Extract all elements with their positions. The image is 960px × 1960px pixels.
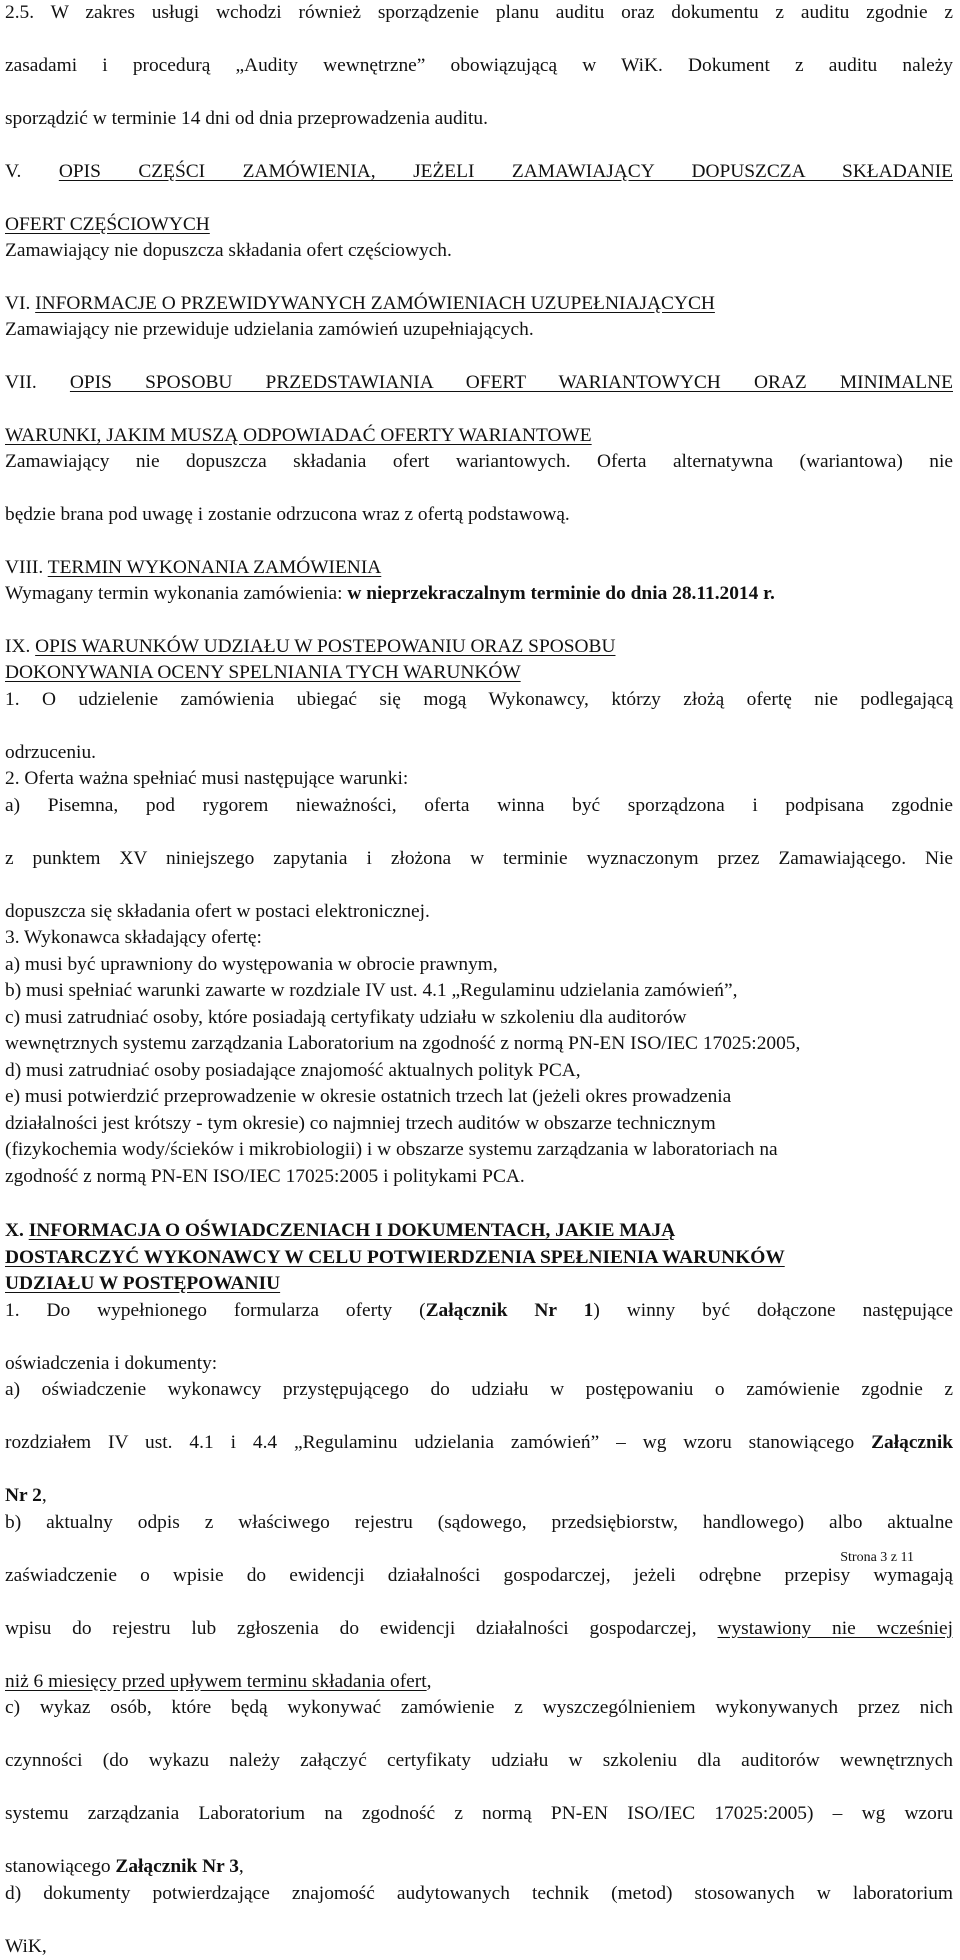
text-line: 2.5. W zakres usługi wchodzi również sporządzenie planu auditu oraz dokumentu z auditu zgodnie z bbox=[5, 0, 953, 53]
section-title: UDZIAŁU W POSTĘPOWANIU bbox=[5, 1273, 280, 1294]
section-number: IX. bbox=[5, 636, 35, 657]
section-title: DOSTARCZYĆ WYKONAWCY W CELU POTWIERDZENIA SPEŁNIENIA WARUNKÓW bbox=[5, 1247, 785, 1268]
section-text: Zamawiający nie przewiduje udzielania zamówień uzupełniających. bbox=[5, 317, 953, 344]
section-heading-cont bbox=[5, 212, 953, 239]
section-number: VIII. bbox=[5, 557, 48, 578]
section-text: będzie brana pod uwagę i zostanie odrzucona wraz z ofertą podstawową. bbox=[5, 502, 953, 529]
section-title: INFORMACJA O OŚWIADCZENIACH I DOKUMENTACH, JAKIE MAJĄ bbox=[29, 1220, 676, 1241]
section-text: Zamawiający nie dopuszcza składania ofert częściowych. bbox=[5, 238, 953, 265]
section-heading bbox=[5, 1218, 953, 1245]
section-title: INFORMACJE O PRZEWIDYWANYCH ZAMÓWIENIACH UZUPEŁNIAJĄCYCH bbox=[35, 293, 715, 314]
text-line: oświadczenia i dokumenty: bbox=[5, 1351, 953, 1378]
list-item: d) dokumenty potwierdzające znajomość audytowanych technik (metod) stosowanych w laboratorium bbox=[5, 1881, 953, 1934]
text-run: wpisu do rejestru lub zgłoszenia do ewidencji działalności gospodarczej, bbox=[5, 1618, 717, 1639]
section-title: OPIS SPOSOBU PRZEDSTAWIANIA OFERT WARIANTOWYCH ORAZ MINIMALNE bbox=[70, 372, 953, 393]
list-item-cont: wewnętrznych systemu zarządzania Laboratorium na zgodność z normą PN-EN ISO/IEC 17025:2005, bbox=[5, 1031, 953, 1058]
section-number: X. bbox=[5, 1220, 29, 1241]
list-item: a) musi być uprawniony do występowania w obrocie prawnym, bbox=[5, 952, 953, 979]
list-item-cont bbox=[5, 1616, 953, 1669]
section-title: OFERT CZĘŚCIOWYCH bbox=[5, 214, 210, 235]
section-number: VI. bbox=[5, 293, 35, 314]
section-heading bbox=[5, 370, 953, 423]
text-run: , bbox=[42, 1485, 47, 1506]
text-line: 2. Oferta ważna spełniać musi następujące warunki: bbox=[5, 766, 953, 793]
list-item: e) musi potwierdzić przeprowadzenie w okresie ostatnich trzech lat (jeżeli okres prowadzenia bbox=[5, 1084, 953, 1111]
underlined-text: niż 6 miesięcy przed upływem terminu składania ofert bbox=[5, 1671, 427, 1692]
text-line: z punktem XV niniejszego zapytania i złożona w terminie wyznaczonym przez Zamawiającego. Nie bbox=[5, 846, 953, 899]
list-item-cont bbox=[5, 1483, 953, 1510]
text-run: ) winny być dołączone następujące bbox=[593, 1300, 953, 1321]
section-text: Zamawiający nie dopuszcza składania ofert wariantowych. Oferta alternatywna (wariantowa) nie bbox=[5, 449, 953, 502]
text-run: , bbox=[427, 1671, 432, 1692]
section-number: V. bbox=[5, 161, 59, 182]
attachment-ref: Załącznik bbox=[871, 1432, 953, 1453]
page-number: Strona 3 z 11 bbox=[840, 1549, 914, 1567]
deadline-value: w nieprzekraczalnym terminie do dnia 28.11.2014 r. bbox=[347, 583, 774, 604]
section-ix bbox=[5, 634, 953, 1191]
list-item-cont bbox=[5, 1669, 953, 1696]
section-heading-cont bbox=[5, 423, 953, 450]
section-heading bbox=[5, 159, 953, 212]
text-run: stanowiącego bbox=[5, 1856, 115, 1877]
paragraph-2-5 bbox=[5, 0, 953, 133]
section-heading bbox=[5, 291, 953, 318]
section-heading bbox=[5, 555, 953, 582]
list-item-cont: działalności jest krótszy - tym okresie) co najmniej trzech auditów w obszarze technicznym bbox=[5, 1111, 953, 1138]
text-line: zasadami i procedurą „Audity wewnętrzne” obowiązującą w WiK. Dokument z auditu należy bbox=[5, 53, 953, 106]
text-line bbox=[5, 1298, 953, 1351]
list-item: d) musi zatrudniać osoby posiadające znajomość aktualnych polityk PCA, bbox=[5, 1058, 953, 1085]
deadline-label: Wymagany termin wykonania zamówienia: bbox=[5, 583, 347, 604]
spacer bbox=[5, 1190, 953, 1218]
text-line: odrzuceniu. bbox=[5, 740, 953, 767]
list-item: c) wykaz osób, które będą wykonywać zamówienie z wyszczególnieniem wykonywanych przez nich bbox=[5, 1695, 953, 1748]
text-line: 1. O udzielenie zamówienia ubiegać się mogą Wykonawcy, którzy złożą ofertę nie podlegającą bbox=[5, 687, 953, 740]
list-item-cont: WiK, bbox=[5, 1934, 953, 1960]
text-run: rozdziałem IV ust. 4.1 i 4.4 „Regulaminu udzielania zamówień” – wg wzoru stanowiącego bbox=[5, 1432, 871, 1453]
attachment-ref: Nr 2 bbox=[5, 1485, 42, 1506]
list-item: a) oświadczenie wykonawcy przystępującego do udziału w postępowaniu o zamówienie zgodnie z bbox=[5, 1377, 953, 1430]
section-v bbox=[5, 159, 953, 265]
section-x bbox=[5, 1218, 953, 1960]
list-item-cont: systemu zarządzania Laboratorium na zgodność z normą PN-EN ISO/IEC 17025:2005) – wg wzoru bbox=[5, 1801, 953, 1854]
spacer bbox=[5, 344, 953, 370]
list-item-cont: zgodność z normą PN-EN ISO/IEC 17025:2005 i politykami PCA. bbox=[5, 1164, 953, 1191]
section-heading-cont bbox=[5, 660, 953, 687]
list-item-cont bbox=[5, 1430, 953, 1483]
section-heading bbox=[5, 634, 953, 661]
attachment-ref: Załącznik Nr 1 bbox=[426, 1300, 594, 1321]
section-title: OPIS WARUNKÓW UDZIAŁU W POSTEPOWANIU ORAZ SPOSOBU bbox=[35, 636, 615, 657]
spacer bbox=[5, 133, 953, 159]
underlined-text: wystawiony nie wcześniej bbox=[717, 1618, 953, 1639]
section-number: VII. bbox=[5, 372, 70, 393]
section-title: WARUNKI, JAKIM MUSZĄ ODPOWIADAĆ OFERTY WARIANTOWE bbox=[5, 425, 592, 446]
section-vii bbox=[5, 370, 953, 529]
list-item: c) musi zatrudniać osoby, które posiadają certyfikaty udziału w szkoleniu dla auditorów bbox=[5, 1005, 953, 1032]
section-title: TERMIN WYKONANIA ZAMÓWIENIA bbox=[48, 557, 382, 578]
section-heading-cont bbox=[5, 1245, 953, 1272]
spacer bbox=[5, 529, 953, 555]
spacer bbox=[5, 265, 953, 291]
section-viii bbox=[5, 555, 953, 608]
text-line: sporządzić w terminie 14 dni od dnia przeprowadzenia auditu. bbox=[5, 106, 953, 133]
text-line: a) Pisemna, pod rygorem nieważności, oferta winna być sporządzona i podpisana zgodnie bbox=[5, 793, 953, 846]
text-line: 3. Wykonawca składający ofertę: bbox=[5, 925, 953, 952]
list-item-cont bbox=[5, 1854, 953, 1881]
attachment-ref: Załącznik Nr 3 bbox=[115, 1856, 239, 1877]
section-text bbox=[5, 581, 953, 608]
section-vi bbox=[5, 291, 953, 344]
text-run: 1. Do wypełnionego formularza oferty ( bbox=[5, 1300, 426, 1321]
list-item-cont: (fizykochemia wody/ścieków i mikrobiologii) i w obszarze systemu zarządzania w laboratoriach na bbox=[5, 1137, 953, 1164]
section-title: OPIS CZĘŚCI ZAMÓWIENIA, JEŻELI ZAMAWIAJĄCY DOPUSZCZA SKŁADANIE bbox=[59, 161, 953, 182]
list-item: b) aktualny odpis z właściwego rejestru (sądowego, przedsiębiorstw, handlowego) albo aktualne bbox=[5, 1510, 953, 1563]
list-item-cont: czynności (do wykazu należy załączyć certyfikaty udziału w szkoleniu dla auditorów wewnętrznych bbox=[5, 1748, 953, 1801]
spacer bbox=[5, 608, 953, 634]
section-heading-cont bbox=[5, 1271, 953, 1298]
list-item: b) musi spełniać warunki zawarte w rozdziale IV ust. 4.1 „Regulaminu udzielania zamówień”, bbox=[5, 978, 953, 1005]
list-item-cont: zaświadczenie o wpisie do ewidencji działalności gospodarczej, jeżeli odrębne przepisy wymagają bbox=[5, 1563, 953, 1616]
text-line: dopuszcza się składania ofert w postaci elektronicznej. bbox=[5, 899, 953, 926]
document-body bbox=[5, 0, 953, 1960]
section-title: DOKONYWANIA OCENY SPELNIANIA TYCH WARUNKÓW bbox=[5, 662, 521, 683]
text-run: , bbox=[239, 1856, 244, 1877]
